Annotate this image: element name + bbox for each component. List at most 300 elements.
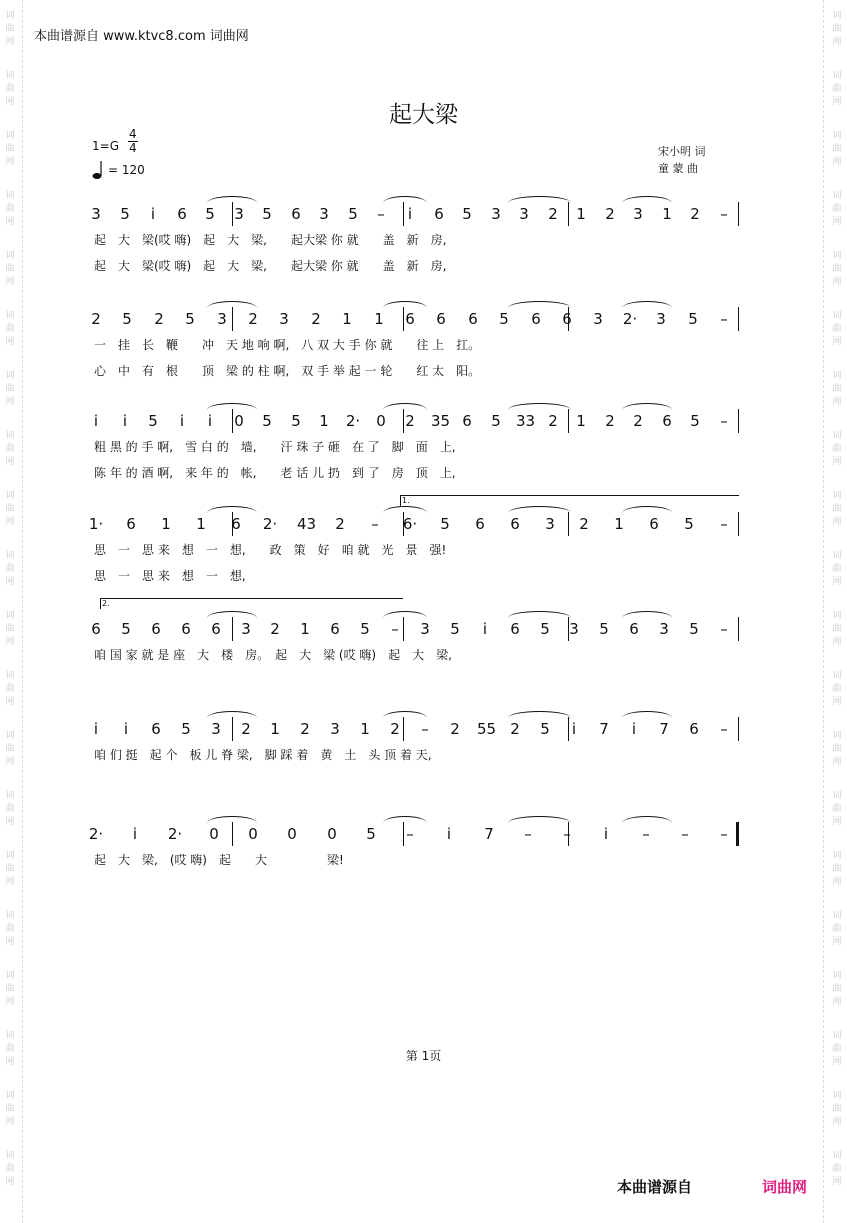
jianpu-note: 0: [376, 412, 386, 430]
jianpu-note: 2: [605, 412, 615, 430]
watermark-char: 网: [832, 1177, 842, 1187]
jianpu-note: –: [642, 825, 650, 843]
slur-arc: [622, 196, 672, 203]
jianpu-note: 0: [287, 825, 297, 843]
jianpu-note: 3: [234, 205, 244, 223]
watermark-char: 曲: [5, 684, 15, 694]
watermark-char: 网: [832, 937, 842, 947]
watermark-char: 网: [5, 97, 15, 107]
jianpu-note: 1: [662, 205, 672, 223]
slur-arc: [207, 611, 257, 618]
watermark-char: 网: [5, 397, 15, 407]
watermark-char: 曲: [832, 984, 842, 994]
jianpu-note: 5: [599, 620, 609, 638]
watermark-char: 词: [5, 971, 15, 981]
jianpu-note: 5: [540, 720, 550, 738]
jianpu-note: 3: [420, 620, 430, 638]
footer-source-label: 本曲谱源自: [617, 1178, 693, 1196]
watermark-char: 曲: [5, 144, 15, 154]
watermark-char: 曲: [832, 144, 842, 154]
key-signature: 1=G: [92, 139, 119, 153]
jianpu-note: 6: [151, 720, 161, 738]
watermark-char: 词: [5, 1151, 15, 1161]
jianpu-note: 3: [319, 205, 329, 223]
page-number: 第 1页: [405, 1049, 442, 1063]
watermark-char: 曲: [832, 324, 842, 334]
watermark-char: 网: [832, 577, 842, 587]
jianpu-note: 6: [510, 515, 520, 533]
jianpu-note: 2: [300, 720, 310, 738]
watermark-char: 曲: [832, 264, 842, 274]
watermark-char: 网: [5, 1177, 15, 1187]
watermark-char: 曲: [832, 204, 842, 214]
jianpu-note: 5: [690, 412, 700, 430]
watermark-char: 词: [5, 191, 15, 201]
jianpu-note: 5: [185, 310, 195, 328]
jianpu-note: 2: [241, 720, 251, 738]
slur-arc: [508, 711, 571, 718]
jianpu-note: 5: [205, 205, 215, 223]
jianpu-note: 3: [211, 720, 221, 738]
watermark-char: 网: [5, 1057, 15, 1067]
watermark-char: 曲: [5, 1104, 15, 1114]
jianpu-note: 6: [151, 620, 161, 638]
footer-site-name: 词曲网: [762, 1178, 808, 1196]
watermark-char: 曲: [832, 624, 842, 634]
watermark-char: 网: [5, 217, 15, 227]
watermark-char: 词: [832, 131, 842, 141]
watermark-char: 网: [832, 697, 842, 707]
watermark-char: 曲: [832, 744, 842, 754]
jianpu-note: 2: [335, 515, 345, 533]
slur-arc: [207, 816, 257, 823]
bar-line-end: [738, 512, 739, 536]
lyric-line-1: 起 大 梁(哎 嗨) 起 大 梁, 起大梁 你 就 盖 新 房,: [94, 233, 447, 247]
watermark-char: 网: [832, 1117, 842, 1127]
watermark-char: 曲: [5, 204, 15, 214]
jianpu-note: 6: [562, 310, 572, 328]
jianpu-note: 43: [297, 515, 317, 533]
jianpu-note: 5: [181, 720, 191, 738]
bar-line-end: [738, 617, 739, 641]
watermark-char: 曲: [5, 984, 15, 994]
watermark-char: 曲: [5, 1164, 15, 1174]
watermark-char: 词: [832, 551, 842, 561]
jianpu-note: 7: [599, 720, 609, 738]
lyric-line-2: 心 中 有 根 顶 梁 的 柱 啊, 双 手 举 起 一 轮 红 太 阳。: [94, 364, 481, 378]
jianpu-note: 6: [689, 720, 699, 738]
watermark-char: 网: [832, 457, 842, 467]
watermark-char: 曲: [5, 804, 15, 814]
bar-line: [568, 717, 569, 741]
jianpu-note: 2: [390, 720, 400, 738]
jianpu-note: 7: [659, 720, 669, 738]
jianpu-note: 1: [342, 310, 352, 328]
jianpu-note: 2: [270, 620, 280, 638]
jianpu-note: 5: [540, 620, 550, 638]
jianpu-note: 2·: [88, 825, 104, 843]
jianpu-note: 5: [120, 205, 130, 223]
jianpu-note: 3: [659, 620, 669, 638]
jianpu-note: 6: [649, 515, 659, 533]
lyric-line-2: 思 一 思 来 想 一 想,: [94, 569, 246, 583]
watermark-char: 曲: [5, 324, 15, 334]
jianpu-note: 6: [405, 310, 415, 328]
jianpu-note: 2: [605, 205, 615, 223]
watermark-char: 曲: [832, 384, 842, 394]
watermark-char: 词: [832, 431, 842, 441]
jianpu-note: 5: [122, 310, 132, 328]
jianpu-note: 1: [319, 412, 329, 430]
slur-arc: [383, 816, 427, 823]
header-source-line: 本曲谱源自 www.ktvc8.com 词曲网: [34, 29, 249, 44]
jianpu-note: –: [720, 205, 728, 223]
jianpu-note: 6: [475, 515, 485, 533]
lyric-line-1: 思 一 思 来 想 一 想, 政 策 好 咱 就 光 景 强!: [94, 543, 447, 557]
volta-bracket-second: [100, 598, 403, 609]
jianpu-note: 1·: [88, 515, 104, 533]
jianpu-note: 1: [300, 620, 310, 638]
bar-line: [232, 617, 233, 641]
jianpu-note: 3: [545, 515, 555, 533]
watermark-char: 网: [5, 337, 15, 347]
jianpu-note: 3: [279, 310, 289, 328]
watermark-char: 网: [5, 817, 15, 827]
watermark-char: 曲: [832, 924, 842, 934]
jianpu-note: 5: [148, 412, 158, 430]
bar-line: [403, 617, 404, 641]
watermark-char: 词: [5, 791, 15, 801]
jianpu-note: 2: [633, 412, 643, 430]
watermark-char: 词: [5, 71, 15, 81]
jianpu-note: –: [377, 205, 385, 223]
jianpu-note: –: [421, 720, 429, 738]
jianpu-note: 1: [576, 412, 586, 430]
watermark-char: 词: [5, 491, 15, 501]
bar-line: [232, 307, 233, 331]
jianpu-note: 6: [434, 205, 444, 223]
jianpu-note: 5: [499, 310, 509, 328]
jianpu-note: 3: [491, 205, 501, 223]
jianpu-note: 5: [491, 412, 501, 430]
volta-label-first: 1.: [402, 496, 410, 505]
watermark-char: 词: [832, 251, 842, 261]
jianpu-note: 3: [241, 620, 251, 638]
watermark-char: 词: [5, 11, 15, 21]
watermark-char: 词: [832, 311, 842, 321]
slur-arc: [383, 196, 427, 203]
bar-line: [403, 512, 404, 536]
jianpu-note: 1: [270, 720, 280, 738]
watermark-char: 曲: [5, 1044, 15, 1054]
lyric-line-2: 起 大 梁(哎 嗨) 起 大 梁, 起大梁 你 就 盖 新 房,: [94, 259, 447, 273]
jianpu-note: –: [720, 310, 728, 328]
jianpu-note: i: [571, 720, 577, 738]
jianpu-note: 5: [462, 205, 472, 223]
jianpu-note: 6: [177, 205, 187, 223]
jianpu-note: 3: [91, 205, 101, 223]
bar-line: [403, 409, 404, 433]
watermark-char: 网: [832, 637, 842, 647]
watermark-char: 网: [5, 277, 15, 287]
jianpu-note: 6: [531, 310, 541, 328]
slur-arc: [207, 711, 257, 718]
jianpu-note: 1: [196, 515, 206, 533]
volta-bracket-first: [400, 495, 739, 506]
slur-arc: [383, 711, 427, 718]
jianpu-note: 2·: [167, 825, 183, 843]
watermark-char: 词: [832, 1091, 842, 1101]
bar-line: [568, 202, 569, 226]
watermark-char: 网: [832, 877, 842, 887]
jianpu-note: i: [446, 825, 452, 843]
jianpu-note: i: [631, 720, 637, 738]
watermark-char: 词: [5, 731, 15, 741]
jianpu-note: –: [720, 515, 728, 533]
jianpu-note: –: [563, 825, 571, 843]
watermark-char: 词: [832, 971, 842, 981]
slur-arc: [622, 816, 672, 823]
bar-line: [568, 822, 569, 846]
jianpu-note: 3: [633, 205, 643, 223]
jianpu-note: 5: [684, 515, 694, 533]
bar-line: [232, 717, 233, 741]
watermark-char: 词: [5, 431, 15, 441]
slur-arc: [207, 196, 257, 203]
watermark-char: 网: [832, 517, 842, 527]
jianpu-note: 1: [576, 205, 586, 223]
watermark-char: 曲: [832, 564, 842, 574]
bar-line-end: [738, 409, 739, 433]
watermark-char: 网: [832, 157, 842, 167]
lyricist-credit: 宋小明 词: [658, 145, 706, 158]
jianpu-note: 0: [234, 412, 244, 430]
watermark-char: 词: [5, 371, 15, 381]
jianpu-note: 6: [181, 620, 191, 638]
jianpu-note: 5: [348, 205, 358, 223]
watermark-char: 词: [5, 1091, 15, 1101]
bar-line: [568, 512, 569, 536]
watermark-char: 词: [832, 731, 842, 741]
watermark-char: 曲: [5, 24, 15, 34]
watermark-char: 曲: [832, 444, 842, 454]
jianpu-note: 55: [477, 720, 497, 738]
watermark-char: 曲: [832, 1164, 842, 1174]
slur-arc: [383, 301, 427, 308]
jianpu-note: 1: [161, 515, 171, 533]
jianpu-note: –: [720, 825, 728, 843]
watermark-char: 词: [832, 851, 842, 861]
jianpu-note: 6: [91, 620, 101, 638]
jianpu-note: 2: [690, 205, 700, 223]
bar-line: [568, 409, 569, 433]
watermark-char: 曲: [5, 864, 15, 874]
lyric-line-1: 咱 们 挺 起 个 板 儿 脊 梁, 脚 踩 着 黄 土 头 顶 着 天,: [94, 748, 432, 762]
watermark-char: 网: [5, 517, 15, 527]
tempo-marking: = 120: [108, 163, 145, 177]
jianpu-note: 0: [209, 825, 219, 843]
watermark-char: 网: [832, 217, 842, 227]
jianpu-note: 2·: [262, 515, 278, 533]
jianpu-note: 2: [510, 720, 520, 738]
watermark-char: 网: [832, 397, 842, 407]
lyric-line-1: 咱 国 家 就 是 座 大 楼 房。 起 大 梁 (哎 嗨) 起 大 梁,: [94, 648, 452, 662]
watermark-char: 词: [832, 671, 842, 681]
jianpu-note: 2: [405, 412, 415, 430]
jianpu-note: 5: [689, 620, 699, 638]
jianpu-note: 1: [614, 515, 624, 533]
slur-arc: [508, 611, 571, 618]
jianpu-note: 3: [217, 310, 227, 328]
jianpu-note: 5: [360, 620, 370, 638]
jianpu-note: 2: [248, 310, 258, 328]
jianpu-note: 35: [431, 412, 451, 430]
watermark-char: 词: [832, 611, 842, 621]
jianpu-note: –: [524, 825, 532, 843]
jianpu-note: –: [720, 720, 728, 738]
jianpu-note: –: [406, 825, 414, 843]
slur-arc: [383, 506, 427, 513]
watermark-char: 词: [832, 1151, 842, 1161]
jianpu-note: 6: [510, 620, 520, 638]
jianpu-note: –: [391, 620, 399, 638]
jianpu-note: i: [207, 412, 213, 430]
slur-arc: [207, 506, 257, 513]
jianpu-note: 2: [311, 310, 321, 328]
watermark-char: 词: [832, 191, 842, 201]
watermark-char: 网: [5, 877, 15, 887]
jianpu-note: 3: [519, 205, 529, 223]
watermark-char: 词: [5, 1031, 15, 1041]
bar-line: [232, 202, 233, 226]
jianpu-note: 3: [593, 310, 603, 328]
slur-arc: [207, 403, 257, 410]
watermark-char: 曲: [832, 504, 842, 514]
watermark-char: 网: [5, 997, 15, 1007]
watermark-char: 网: [832, 97, 842, 107]
jianpu-note: 6: [126, 515, 136, 533]
bar-line: [232, 822, 233, 846]
jianpu-note: 6: [330, 620, 340, 638]
jianpu-note: 5: [291, 412, 301, 430]
watermark-char: 网: [5, 457, 15, 467]
bar-line-end: [738, 307, 739, 331]
watermark-char: 词: [832, 1031, 842, 1041]
watermark-char: 词: [832, 911, 842, 921]
jianpu-note: 3: [569, 620, 579, 638]
watermark-char: 网: [832, 757, 842, 767]
watermark-char: 曲: [832, 864, 842, 874]
jianpu-note: i: [93, 412, 99, 430]
watermark-char: 曲: [5, 264, 15, 274]
jianpu-note: 5: [262, 412, 272, 430]
time-signature-top: 4: [129, 127, 137, 141]
watermark-char: 词: [832, 71, 842, 81]
watermark-char: 词: [832, 491, 842, 501]
bar-line: [403, 717, 404, 741]
watermark-char: 网: [5, 1117, 15, 1127]
slur-arc: [508, 403, 571, 410]
jianpu-note: 6·: [402, 515, 418, 533]
jianpu-note: 5: [366, 825, 376, 843]
slur-arc: [622, 403, 672, 410]
slur-arc: [207, 301, 257, 308]
slur-arc: [622, 301, 672, 308]
watermark-char: 网: [5, 637, 15, 647]
jianpu-note: 0: [248, 825, 258, 843]
jianpu-note: 6: [462, 412, 472, 430]
watermark-char: 网: [832, 1057, 842, 1067]
jianpu-note: i: [123, 720, 129, 738]
jianpu-note: 5: [262, 205, 272, 223]
jianpu-note: 2: [579, 515, 589, 533]
watermark-char: 词: [5, 251, 15, 261]
watermark-char: 网: [832, 817, 842, 827]
jianpu-note: 3: [656, 310, 666, 328]
lyric-line-1: 起 大 梁, (哎 嗨) 起 大 梁!: [94, 853, 344, 867]
jianpu-note: i: [150, 205, 156, 223]
jianpu-note: 6: [231, 515, 241, 533]
jianpu-note: i: [132, 825, 138, 843]
jianpu-note: 1: [360, 720, 370, 738]
composer-credit: 童 蒙 曲: [658, 162, 698, 175]
slur-arc: [508, 196, 571, 203]
watermark-char: 曲: [832, 1044, 842, 1054]
watermark-char: 词: [5, 911, 15, 921]
watermark-char: 曲: [5, 564, 15, 574]
jianpu-note: –: [720, 412, 728, 430]
jianpu-note: 5: [450, 620, 460, 638]
slur-arc: [508, 301, 571, 308]
jianpu-note: i: [482, 620, 488, 638]
jianpu-note: –: [371, 515, 379, 533]
watermark-char: 网: [832, 277, 842, 287]
jianpu-note: 33: [516, 412, 536, 430]
bar-line-end: [738, 717, 739, 741]
watermark-char: 曲: [832, 84, 842, 94]
slur-arc: [508, 506, 571, 513]
jianpu-note: 2·: [345, 412, 361, 430]
jianpu-note: 6: [468, 310, 478, 328]
lyric-line-1: 粗 黑 的 手 啊, 雪 白 的 墙, 汗 珠 子 砸 在 了 脚 面 上,: [94, 440, 456, 454]
jianpu-note: 5: [688, 310, 698, 328]
bar-line: [403, 202, 404, 226]
lyric-line-1: 一 挂 长 鞭 冲 天 地 响 啊, 八 双 大 手 你 就 往 上 扛。: [94, 338, 481, 352]
watermark-char: 网: [5, 937, 15, 947]
slur-arc: [622, 711, 672, 718]
song-title: 起大梁: [389, 102, 458, 128]
time-signature-bottom: 4: [129, 141, 137, 155]
watermark-char: 曲: [832, 804, 842, 814]
watermark-char: 网: [5, 697, 15, 707]
jianpu-note: 2: [548, 205, 558, 223]
watermark-char: 词: [5, 851, 15, 861]
bar-line: [232, 512, 233, 536]
watermark-char: 网: [832, 997, 842, 1007]
jianpu-note: i: [179, 412, 185, 430]
watermark-char: 词: [832, 11, 842, 21]
watermark-char: 网: [5, 757, 15, 767]
jianpu-note: 6: [211, 620, 221, 638]
bar-line: [232, 409, 233, 433]
jianpu-note: i: [603, 825, 609, 843]
jianpu-note: 5: [440, 515, 450, 533]
slur-arc: [508, 816, 571, 823]
watermark-char: 网: [832, 337, 842, 347]
watermark-char: 网: [5, 577, 15, 587]
jianpu-note: i: [122, 412, 128, 430]
watermark-char: 词: [5, 311, 15, 321]
